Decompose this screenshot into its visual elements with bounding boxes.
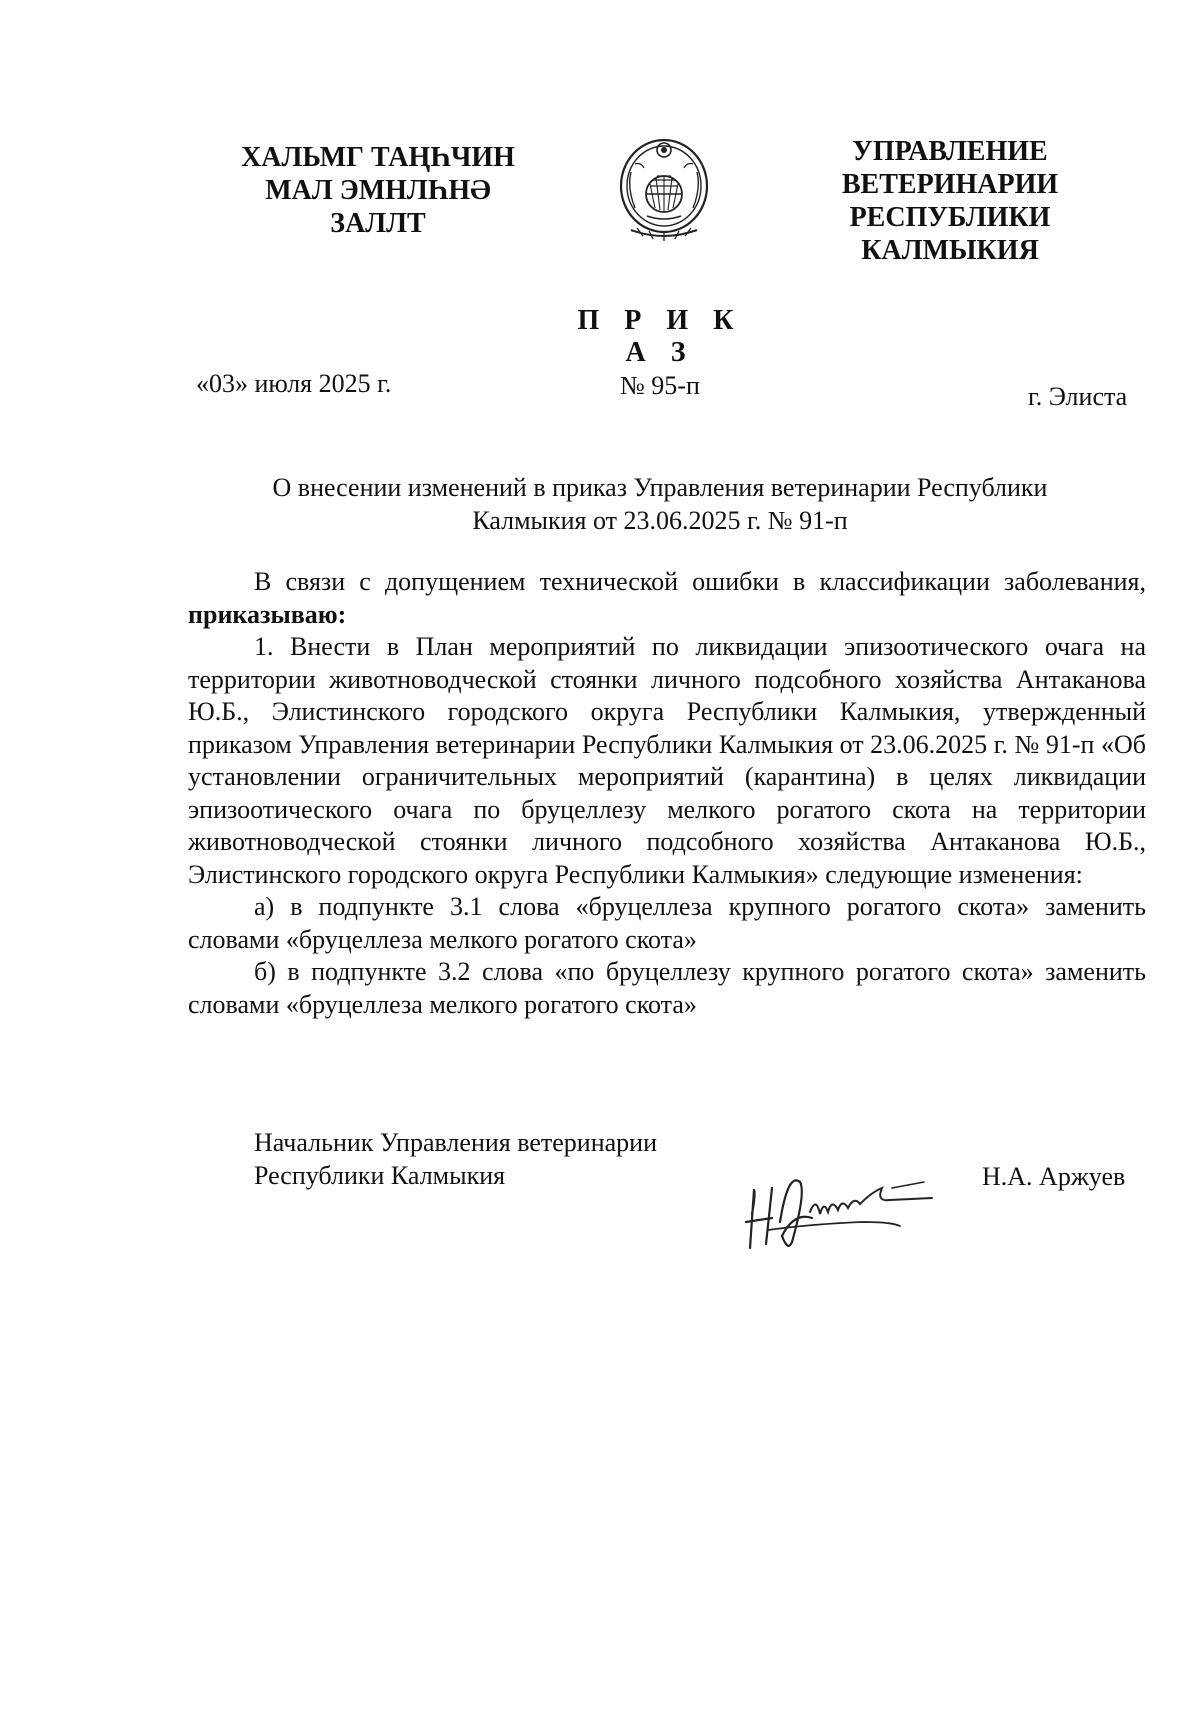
header-left-line-1: ХАЛЬМГ ТАҢҺЧИН: [241, 142, 515, 173]
header-right-line-2: ВЕТЕРИНАРИИ: [841, 169, 1059, 200]
item-a-paragraph: а) в подпункте 3.1 слова «бруцеллеза крупного рогатого скота» заменить словами «бруцеллеза мелкого рогатого скота»: [188, 892, 1146, 954]
header-left-line-3: ЗАЛЛТ: [330, 208, 426, 239]
signatory-position: [254, 1126, 657, 1192]
header-right-line-3: РЕСПУБЛИКИ: [849, 202, 1051, 233]
kalmykia-emblem-icon: [617, 136, 711, 246]
subject-line-1: О внесении изменений в приказ Управления ветеринарии Республики: [272, 473, 1048, 502]
handwritten-signature: [742, 1152, 938, 1256]
signatory-position-line-1: Начальник Управления ветеринарии: [254, 1128, 657, 1157]
signatory-position-line-2: Республики Калмыкия: [254, 1161, 506, 1190]
item-1-paragraph: 1. Внести в План мероприятий по ликвидации эпизоотического очага на территории животноводческой стоянки личного подсобного хозяйства Антаканова Ю.Б., Элистинского городского округа Республики Калмыкия, утвержденный приказом Управления ветеринарии Республики Калмыкия от 23.06.2025 г. № 91-п «Об установлении ограничительных мероприятий (карантина) в целях ликвидации эпизоотического очага по бруцеллезу мелкого рогатого скота на территории животноводческой стоянки личного подсобного хозяйства Антаканова Ю.Б., Элистинского городского округа Республики Калмыкия» следующие изменения:: [188, 632, 1146, 889]
intro-bold-text: приказываю:: [188, 599, 347, 629]
header-right-line-4: КАЛМЫКИЯ: [861, 235, 1039, 266]
order-subject: [200, 471, 1120, 537]
order-body: [188, 566, 1146, 1021]
order-title: П Р И К А З: [577, 305, 743, 368]
signatory-name: Н.А. Аржуев: [982, 1162, 1126, 1191]
subject-line-2: Калмыкия от 23.06.2025 г. № 91-п: [472, 506, 848, 535]
order-city: г. Элиста: [1028, 382, 1128, 411]
order-number: № 95-п: [620, 371, 700, 400]
header-right-line-1: УПРАВЛЕНИЕ: [852, 136, 1048, 167]
intro-text: В связи с допущением технической ошибки в классификации заболевания,: [254, 567, 1146, 596]
intro-paragraph: [188, 566, 1146, 631]
header-kalmyk-name: [228, 141, 528, 240]
order-date: «03» июля 2025 г.: [196, 369, 392, 398]
item-b-paragraph: б) в подпункте 3.2 слова «по бруцеллезу крупного рогатого скота» заменить словами «бруцеллеза мелкого рогатого скота»: [188, 957, 1146, 1019]
header-russian-name: [820, 135, 1080, 267]
header-left-line-2: МАЛ ЭМНЛҺНӘ: [265, 175, 491, 206]
